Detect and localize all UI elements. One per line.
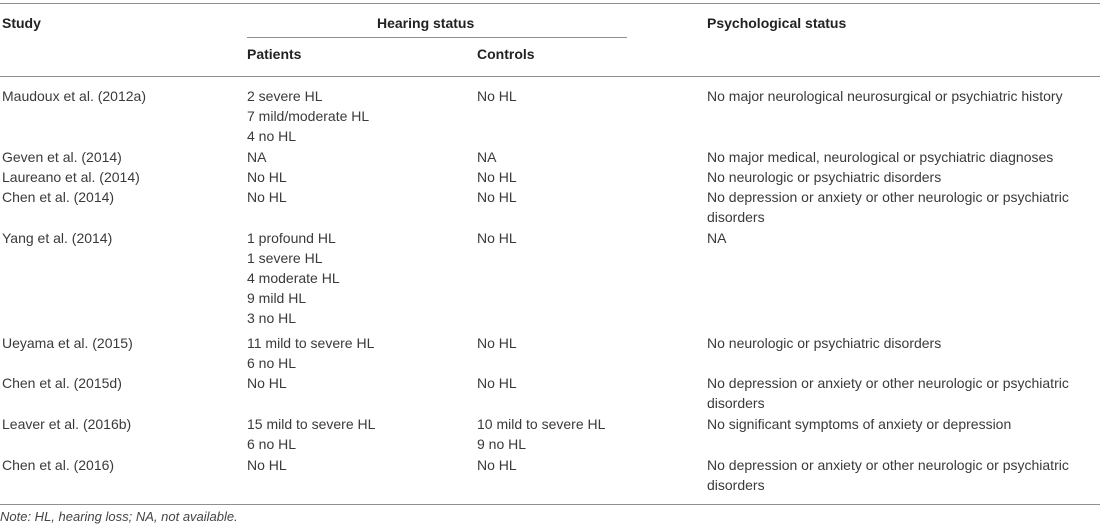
controls-cell-line: 9 no HL — [477, 436, 527, 452]
patients-cell — [247, 333, 374, 373]
patients-cell-line: 11 mild to severe HL — [247, 335, 375, 351]
controls-cell-line: No HL — [477, 169, 517, 185]
psychological-status-cell-line: No depression or anxiety or other neurologic or psychiatric — [707, 457, 1069, 473]
psychological-status-cell-line: NA — [707, 230, 727, 246]
controls-cell — [477, 167, 517, 187]
psychological-status-cell-line: No neurologic or psychiatric disorders — [707, 335, 942, 351]
psychological-status-cell — [707, 167, 941, 187]
patients-cell-line: 1 severe HL — [247, 250, 323, 266]
study-cell-text: Maudoux et al. (2012a) — [2, 88, 146, 104]
study-cell-text: Laureano et al. (2014) — [2, 169, 140, 185]
controls-cell — [477, 228, 517, 248]
patients-cell-line: 1 profound HL — [247, 230, 336, 246]
controls-cell-line: No HL — [477, 375, 517, 391]
controls-cell — [477, 455, 517, 475]
patients-cell-line: 4 no HL — [247, 128, 297, 144]
patients-cell-line: 6 no HL — [247, 436, 297, 452]
header-hearing-status: Hearing status — [377, 15, 475, 31]
patients-cell-line: 6 no HL — [247, 355, 297, 371]
psychological-status-cell-line: No neurologic or psychiatric disorders — [707, 169, 942, 185]
controls-cell — [477, 333, 517, 353]
study-cell — [2, 147, 122, 167]
header-study: Study — [2, 15, 41, 31]
study-cell-text: Leaver et al. (2016b) — [2, 416, 132, 432]
table-note: Note: HL, hearing loss; NA, not available. — [0, 509, 238, 524]
header-psychological-status: Psychological status — [707, 15, 847, 31]
psychological-status-cell — [707, 455, 1069, 495]
patients-cell-line: No HL — [247, 457, 287, 473]
psychological-status-cell — [707, 187, 1069, 227]
study-cell — [2, 333, 133, 353]
psychological-status-cell-line: No major medical, neurological or psychiatric diagnoses — [707, 149, 1054, 165]
patients-cell-line: 7 mild/moderate HL — [247, 108, 370, 124]
table-bottom-rule — [0, 504, 1100, 505]
patients-cell — [247, 414, 375, 454]
study-cell — [2, 86, 146, 106]
psychological-status-cell-line: No depression or anxiety or other neurologic or psychiatric — [707, 189, 1069, 205]
patients-cell-line: 9 mild HL — [247, 290, 307, 306]
table-top-rule — [0, 3, 1100, 4]
header-bottom-rule — [0, 76, 1100, 77]
study-cell — [2, 455, 114, 475]
controls-cell — [477, 373, 517, 393]
patients-cell-line: No HL — [247, 375, 287, 391]
patients-cell — [247, 228, 340, 328]
controls-cell-line: 10 mild to severe HL — [477, 416, 606, 432]
controls-cell-line: No HL — [477, 457, 517, 473]
psychological-status-cell-line: No significant symptoms of anxiety or depression — [707, 416, 1012, 432]
study-cell — [2, 228, 112, 248]
psychological-status-cell-line: disorders — [707, 209, 765, 225]
psychological-status-cell — [707, 86, 1063, 106]
psychological-status-cell-line: disorders — [707, 395, 765, 411]
patients-cell-line: No HL — [247, 189, 287, 205]
study-cell — [2, 373, 122, 393]
patients-cell-line: 2 severe HL — [247, 88, 323, 104]
patients-cell — [247, 167, 287, 187]
patients-cell — [247, 86, 369, 146]
controls-cell — [477, 86, 517, 106]
patients-cell-line: NA — [247, 149, 267, 165]
study-cell — [2, 414, 131, 434]
psychological-status-cell — [707, 333, 941, 353]
patients-cell-line: 3 no HL — [247, 310, 297, 326]
psychological-status-cell — [707, 414, 1011, 434]
controls-cell — [477, 147, 496, 167]
study-cell — [2, 167, 140, 187]
psychological-status-cell-line: No major neurological neurosurgical or psychiatric history — [707, 88, 1063, 104]
controls-cell — [477, 414, 605, 454]
study-cell-text: Chen et al. (2014) — [2, 189, 115, 205]
controls-cell-line: No HL — [477, 88, 517, 104]
header-patients: Patients — [247, 46, 302, 62]
psychological-status-cell-line: disorders — [707, 477, 765, 493]
study-cell-text: Yang et al. (2014) — [2, 230, 113, 246]
hearing-status-underline — [247, 37, 627, 38]
patients-cell-line: No HL — [247, 169, 287, 185]
study-cell — [2, 187, 114, 207]
patients-cell-line: 15 mild to severe HL — [247, 416, 376, 432]
controls-cell-line: NA — [477, 149, 497, 165]
controls-cell-line: No HL — [477, 189, 517, 205]
header-controls: Controls — [477, 46, 535, 62]
psychological-status-cell — [707, 373, 1069, 413]
patients-cell — [247, 187, 287, 207]
study-cell-text: Chen et al. (2015d) — [2, 375, 122, 391]
psychological-status-cell-line: No depression or anxiety or other neurologic or psychiatric — [707, 375, 1069, 391]
patients-cell-line: 4 moderate HL — [247, 270, 340, 286]
study-cell-text: Ueyama et al. (2015) — [2, 335, 133, 351]
patients-cell — [247, 373, 287, 393]
controls-cell-line: No HL — [477, 230, 517, 246]
patients-cell — [247, 147, 266, 167]
patients-cell — [247, 455, 287, 475]
psychological-status-cell — [707, 147, 1053, 167]
study-cell-text: Geven et al. (2014) — [2, 149, 122, 165]
study-cell-text: Chen et al. (2016) — [2, 457, 115, 473]
controls-cell — [477, 187, 517, 207]
psychological-status-cell — [707, 228, 726, 248]
controls-cell-line: No HL — [477, 335, 517, 351]
